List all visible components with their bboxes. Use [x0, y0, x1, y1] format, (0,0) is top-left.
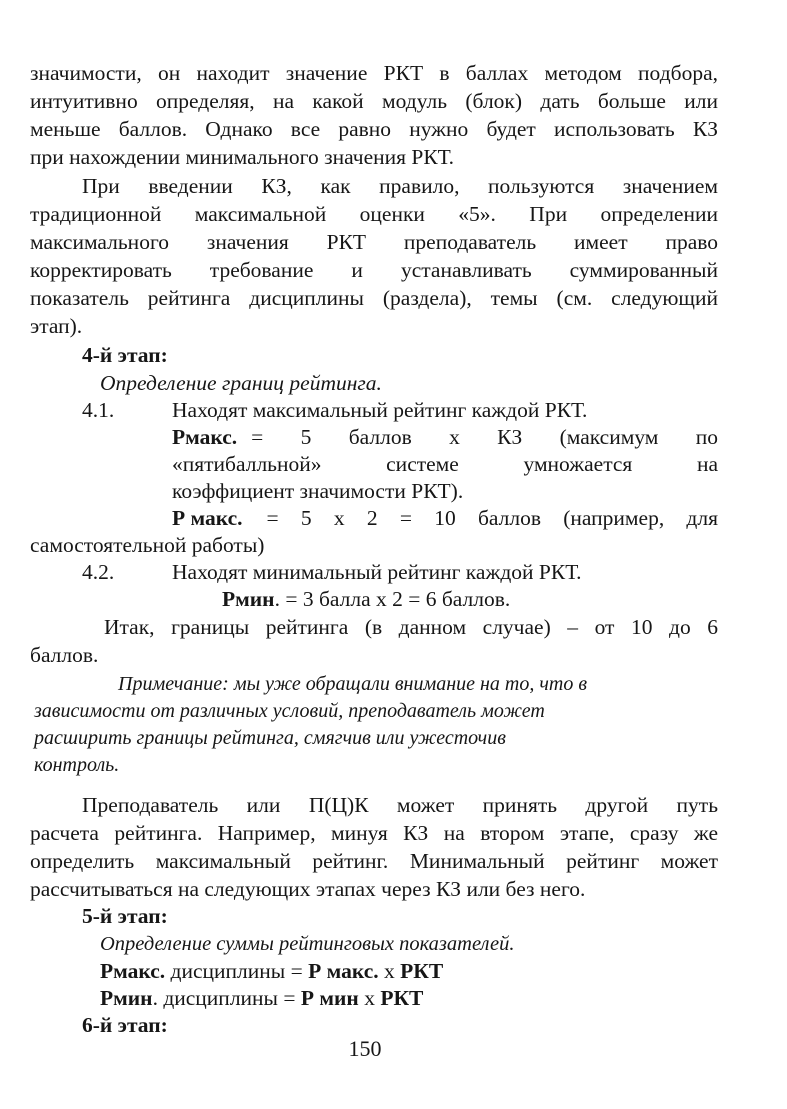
paragraph-first-line: При введении КЗ, как правило, пользуются значением: [82, 174, 718, 198]
formula-line: коэффициент значимости РКТ).: [172, 479, 464, 503]
item-text: Находят максимальный рейтинг каждой РКТ.: [172, 398, 588, 422]
formula-symbol: Р макс.: [172, 506, 243, 530]
stage-heading: 5-й этап:: [82, 904, 168, 928]
formula-text: = 5 х 2 = 10 баллов (например, для: [266, 506, 718, 530]
formula-symbol: Рмин: [222, 587, 275, 611]
text-line: значимости, он находит значение РКТ в баллах методом подбора,: [30, 61, 718, 85]
formula-symbol: Р макс.: [308, 959, 379, 983]
note-line: Примечание: мы уже обращали внимание на то, что в: [118, 673, 588, 695]
formula-symbol: Рмакс.: [100, 959, 166, 983]
stage-heading: 4-й этап:: [82, 343, 168, 367]
item-number: 4.1.: [82, 398, 115, 422]
formula-text: дисциплины =: [165, 959, 309, 983]
text-line: традиционной максимальной оценки «5». При определении: [30, 202, 718, 226]
stage-subtitle: Определение границ рейтинга.: [100, 371, 382, 395]
item-number: 4.2.: [82, 560, 115, 584]
formula-line: [222, 586, 787, 613]
formula-text: х: [358, 986, 381, 1010]
paragraph-first-line: Преподаватель или П(Ц)К может принять другой путь: [82, 793, 718, 817]
text-line: самостоятельной работы): [30, 533, 265, 557]
page-number: 150: [348, 1036, 382, 1061]
note-line: расширить границы рейтинга, смягчив или ужесточив: [34, 727, 506, 749]
text-line: определить максимальный рейтинг. Минимальный рейтинг может: [30, 849, 718, 873]
text-line: при нахождении минимального значения РКТ.: [30, 145, 455, 169]
sum-formula: [100, 985, 787, 1012]
formula-line: [172, 424, 718, 451]
text-line: расчета рейтинга. Например, минуя КЗ на втором этапе, сразу же: [30, 821, 718, 845]
text-line: максимального значения РКТ преподаватель имеет право: [30, 230, 718, 254]
text-line: корректировать требование и устанавливать суммированный: [30, 258, 718, 282]
stage-heading: 6-й этап:: [82, 1013, 168, 1037]
note-line: зависимости от различных условий, преподаватель может: [34, 700, 545, 722]
text-line: меньше баллов. Однако все равно нужно будет использовать КЗ: [30, 117, 718, 141]
formula-symbol: РКТ: [400, 959, 444, 983]
formula-text: . = 3 балла х 2 = 6 баллов.: [274, 587, 511, 611]
formula-text: х: [378, 959, 401, 983]
stage-subtitle: Определение суммы рейтинговых показателей.: [100, 933, 515, 955]
note-line: контроль.: [34, 754, 120, 776]
text-line: рассчитываться на следующих этапах через КЗ или без него.: [30, 877, 586, 901]
text-line: показатель рейтинга дисциплины (раздела), темы (см. следующий: [30, 286, 718, 310]
formula-symbol: РКТ: [380, 986, 424, 1010]
formula-line: «пятибалльной» системе умножается на: [172, 452, 718, 476]
text-line: Итак, границы рейтинга (в данном случае) – от 10 до 6: [104, 615, 718, 639]
text-line: баллов.: [30, 643, 99, 667]
formula-line: [172, 505, 718, 532]
sum-formula: [100, 958, 787, 985]
text-line: интуитивно определяя, на какой модуль (блок) дать больше или: [30, 89, 718, 113]
formula-text: . дисциплины =: [152, 986, 301, 1010]
formula-text: = 5 баллов х КЗ (максимум по: [251, 425, 718, 449]
text-line: этап).: [30, 314, 83, 338]
formula-symbol: Рмакс.: [172, 425, 238, 449]
item-text: Находят минимальный рейтинг каждой РКТ.: [172, 560, 582, 584]
formula-symbol: Рмин: [100, 986, 153, 1010]
formula-symbol: Р мин: [300, 986, 359, 1010]
